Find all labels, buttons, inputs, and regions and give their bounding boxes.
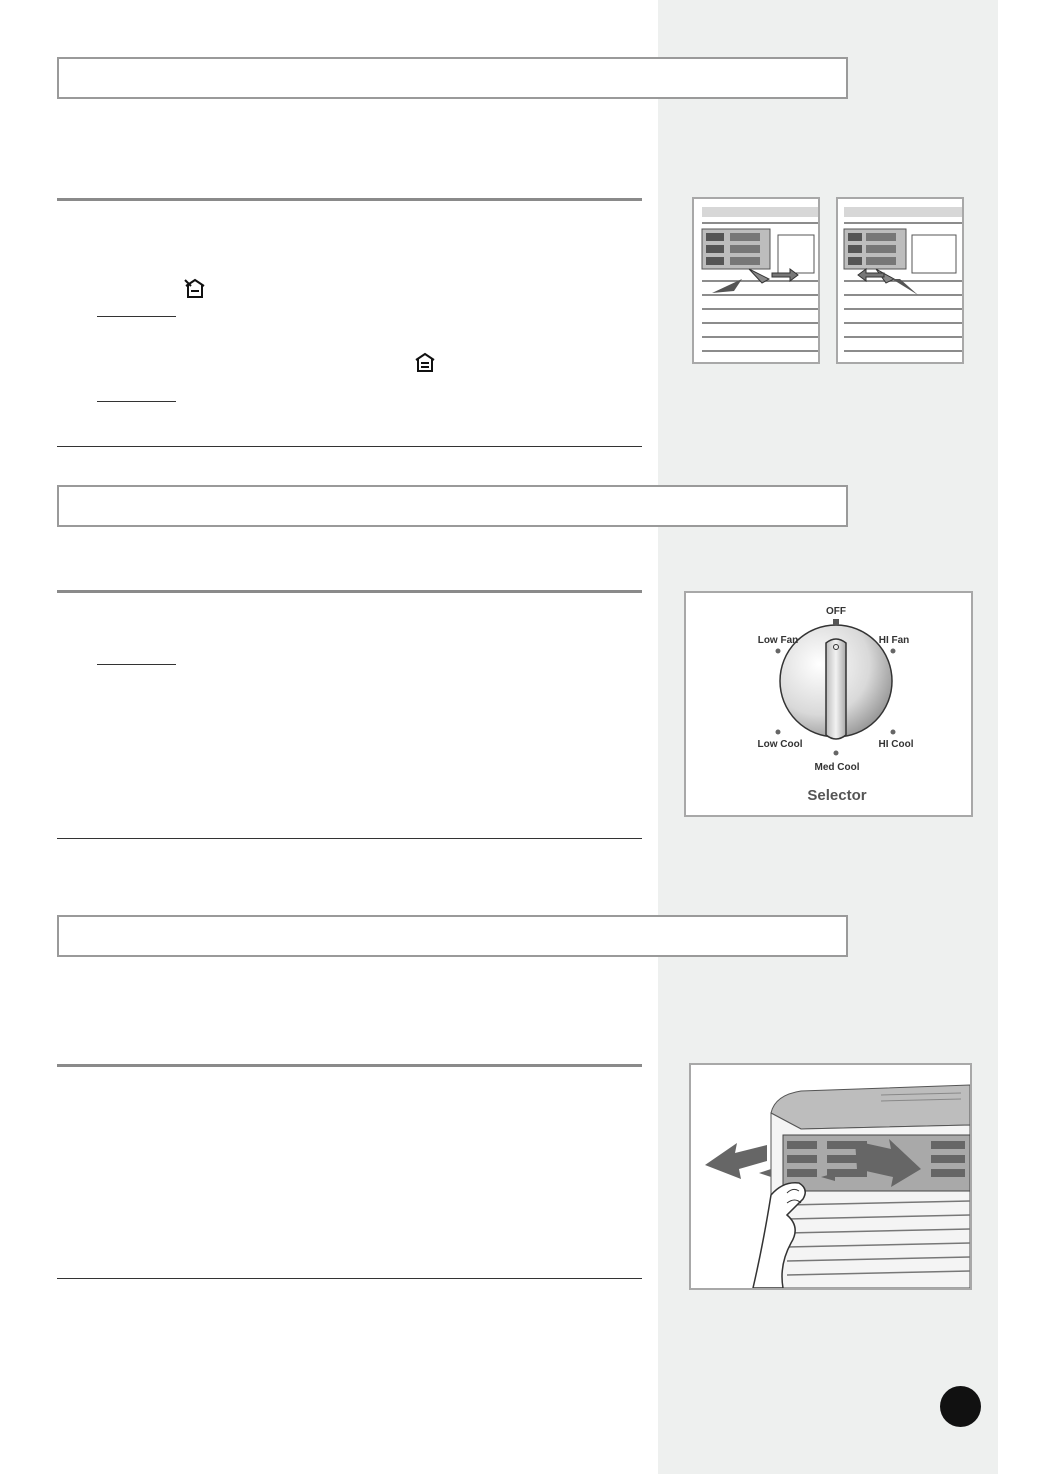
- exhaust-vent-icon: [183, 277, 207, 299]
- section-rule-top-3: [57, 1064, 642, 1067]
- dial-label-hi-fan: HI Fan: [878, 635, 910, 646]
- off-marker: [833, 619, 839, 625]
- section-rule-bottom-3: [57, 1278, 642, 1279]
- dial-label-low-fan: Low Fan: [757, 635, 799, 646]
- section-title-box-1: [57, 57, 848, 99]
- fresh-air-vent-icon: [413, 351, 437, 373]
- note-underline-1: [97, 316, 176, 317]
- section-title-box-3: [57, 915, 848, 957]
- dial-knob: [826, 639, 846, 739]
- section-rule-top-2: [57, 590, 642, 593]
- section-rule-bottom-2: [57, 838, 642, 839]
- page-number-badge: [940, 1386, 981, 1427]
- selector-caption: Selector: [807, 787, 867, 804]
- airflow-direction-illustration: [689, 1063, 972, 1290]
- vent-open-illustration: [836, 197, 964, 364]
- selector-dial-illustration: [684, 591, 973, 817]
- dial-label-off: OFF: [826, 606, 846, 617]
- section-rule-top-1: [57, 198, 642, 201]
- dial-label-low-cool: Low Cool: [757, 739, 803, 750]
- section-title-box-2: [57, 485, 848, 527]
- vent-closed-illustration: [692, 197, 820, 364]
- note-underline-2: [97, 401, 176, 402]
- note-underline-3: [97, 664, 176, 665]
- section-rule-bottom-1: [57, 446, 642, 447]
- dial-label-med-cool: Med Cool: [814, 762, 860, 773]
- dial-label-hi-cool: HI Cool: [878, 739, 914, 750]
